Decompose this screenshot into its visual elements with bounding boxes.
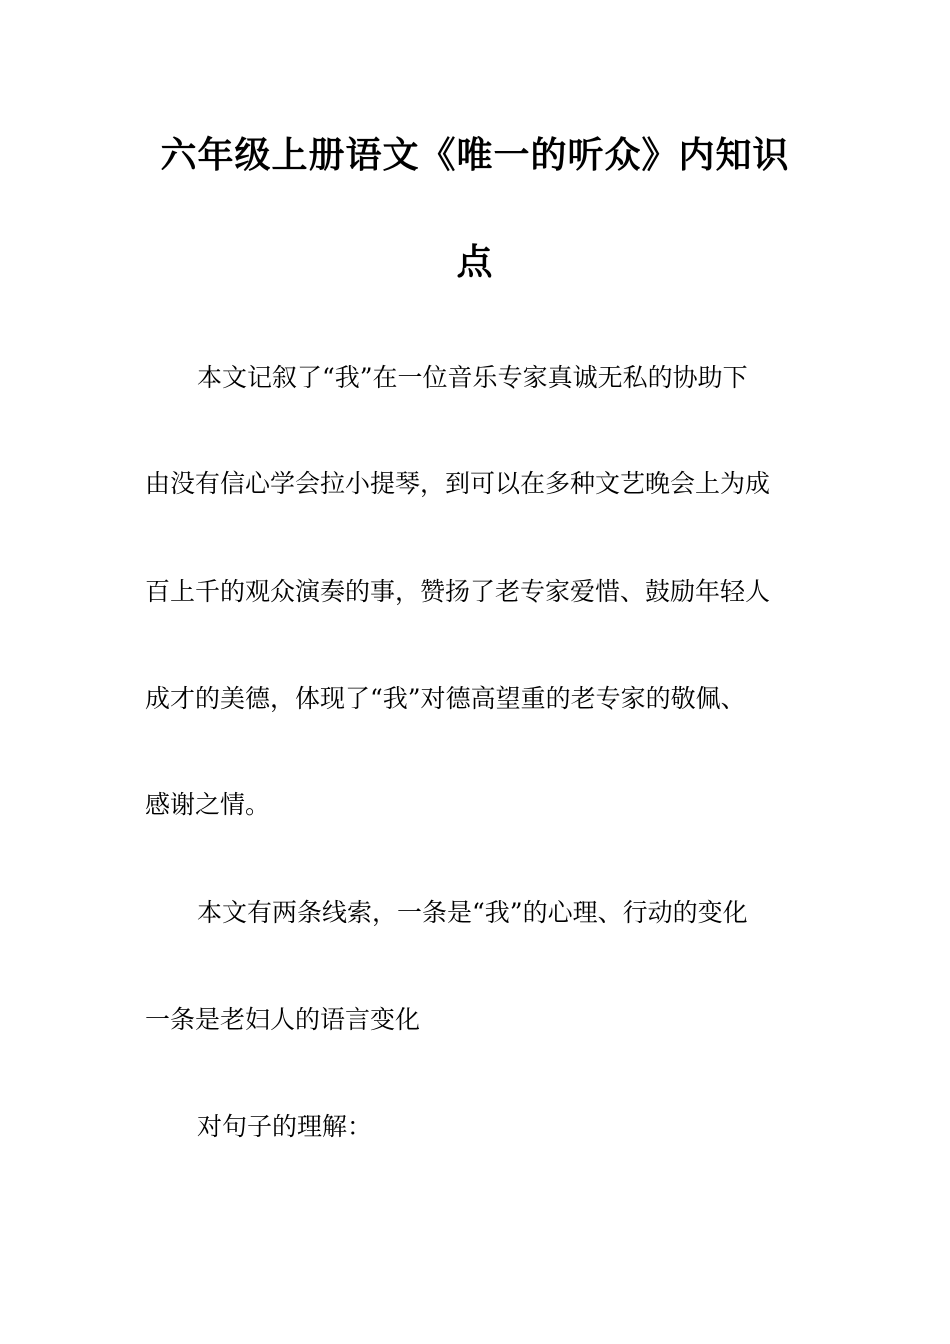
section-heading: 对句子的理解： (197, 1112, 373, 1141)
paragraph-line: 由没有信心学会拉小提琴，到可以在多种文艺晚会上为成 (145, 469, 771, 498)
paragraph-line: 成才的美德，体现了“我”对德高望重的老专家的敬佩、 (145, 684, 746, 713)
paragraph-line: 感谢之情。 (145, 790, 271, 819)
paragraph-line: 一条是老妇人的语言变化 (145, 1005, 421, 1034)
paragraph-line: 本文记叙了“我”在一位音乐专家真诚无私的协助下 (197, 363, 748, 392)
document-title-line-2: 点 (456, 241, 494, 283)
paragraph-line: 百上千的观众演奏的事，赞扬了老专家爱惜、鼓励年轻人 (145, 577, 771, 606)
document-title-line-1: 六年级上册语文《唯一的听众》内知识 (160, 134, 790, 176)
paragraph-line: 本文有两条线索，一条是“我”的心理、行动的变化 (197, 898, 748, 927)
